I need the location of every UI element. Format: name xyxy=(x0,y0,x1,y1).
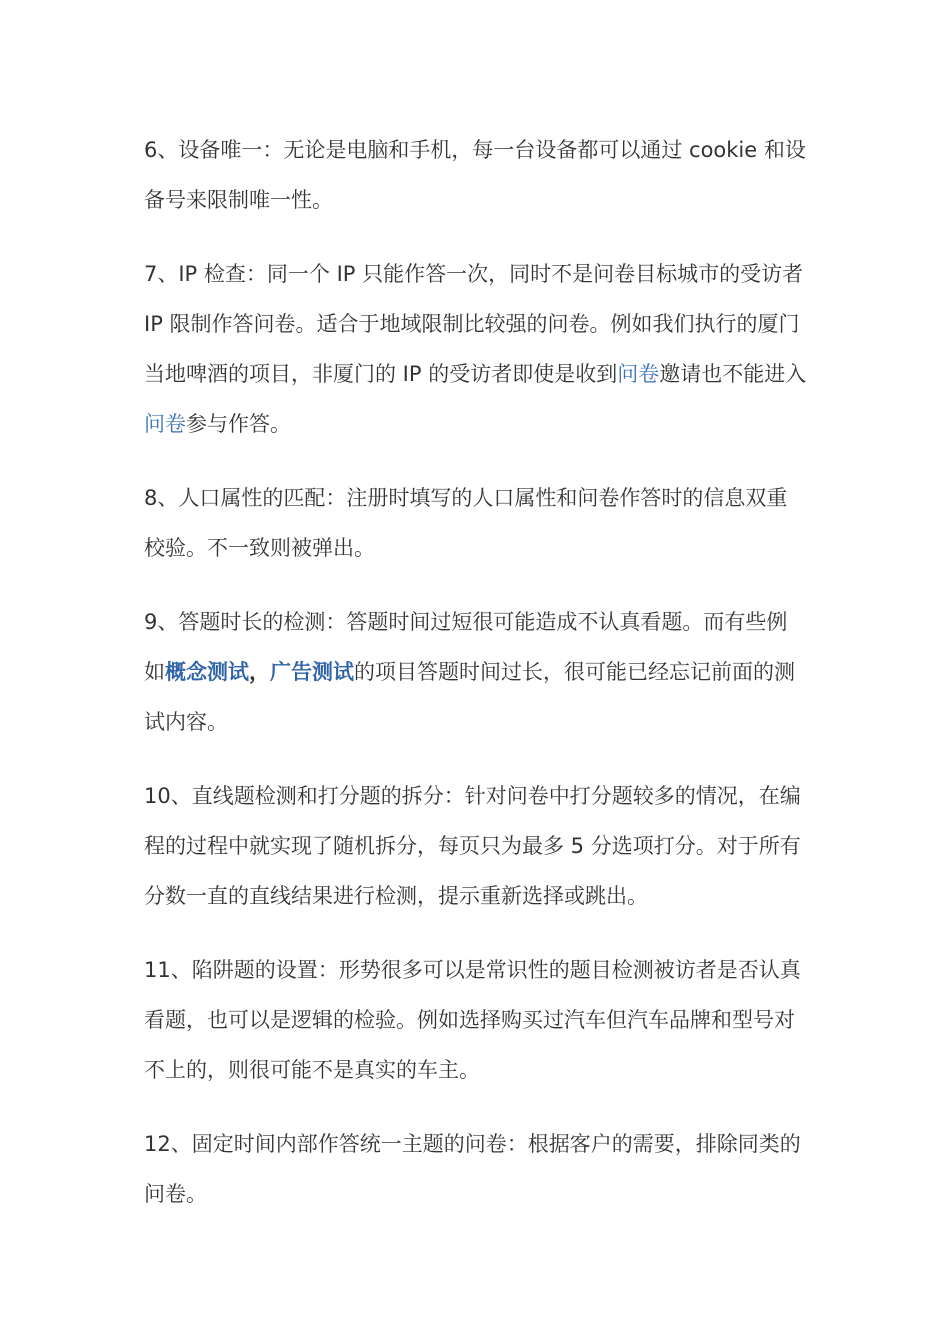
paragraph-text: 11、陷阱题的设置：形势很多可以是常识性的题目检测被访者是否认真看题，也可以是逻辑的检验。例如选择购买过汽车但汽车品牌和型号对不上的，则很可能不是真实的车主。 xyxy=(144,958,801,1082)
separator-comma: ， xyxy=(249,660,270,684)
paragraph-ip-check xyxy=(144,249,808,449)
paragraph-demographic-match xyxy=(144,473,808,573)
paragraph-straightline-check xyxy=(144,771,808,921)
paragraph-text: 邀请也不能进入 xyxy=(659,362,807,386)
paragraph-device-unique xyxy=(144,125,808,225)
paragraph-text: 7、IP 检查：同一个 IP 只能作答一次，同时不是问卷目标城市的受访者 IP 限制作答问卷。适合于地域限制比较强的问卷。例如我们执行的厦门当地啤酒的项目，非厦门的 IP 的受访者即使是收到 xyxy=(144,262,804,386)
paragraph-topic-exclusion xyxy=(144,1119,808,1219)
paragraph-text: 9、答题时长的检测：答题时间过短很可能造成不认真看题。而有些例如 xyxy=(144,610,788,684)
ad-test-link[interactable]: 广告测试 xyxy=(270,660,354,684)
concept-test-link[interactable]: 概念测试 xyxy=(165,660,249,684)
questionnaire-link[interactable]: 问卷 xyxy=(144,412,186,436)
paragraph-text: 的项目答题时间过长，很可能已经忘记前面的测试内容。 xyxy=(144,660,795,734)
paragraph-text: 8、人口属性的匹配：注册时填写的人口属性和问卷作答时的信息双重校验。不一致则被弹出。 xyxy=(144,486,788,560)
paragraph-text: 参与作答。 xyxy=(186,412,291,436)
paragraph-text: 6、设备唯一：无论是电脑和手机，每一台设备都可以通过 cookie 和设备号来限制唯一性。 xyxy=(144,138,806,212)
paragraph-text: 12、固定时间内部作答统一主题的问卷：根据客户的需要，排除同类的问卷。 xyxy=(144,1132,801,1206)
paragraph-duration-check xyxy=(144,597,808,747)
paragraph-text: 10、直线题检测和打分题的拆分：针对问卷中打分题较多的情况，在编程的过程中就实现了随机拆分，每页只为最多 5 分选项打分。对于所有分数一直的直线结果进行检测，提示重新选择或跳出。 xyxy=(144,784,801,908)
paragraph-trap-question xyxy=(144,945,808,1095)
document-page xyxy=(144,125,808,1243)
questionnaire-link[interactable]: 问卷 xyxy=(617,362,660,386)
